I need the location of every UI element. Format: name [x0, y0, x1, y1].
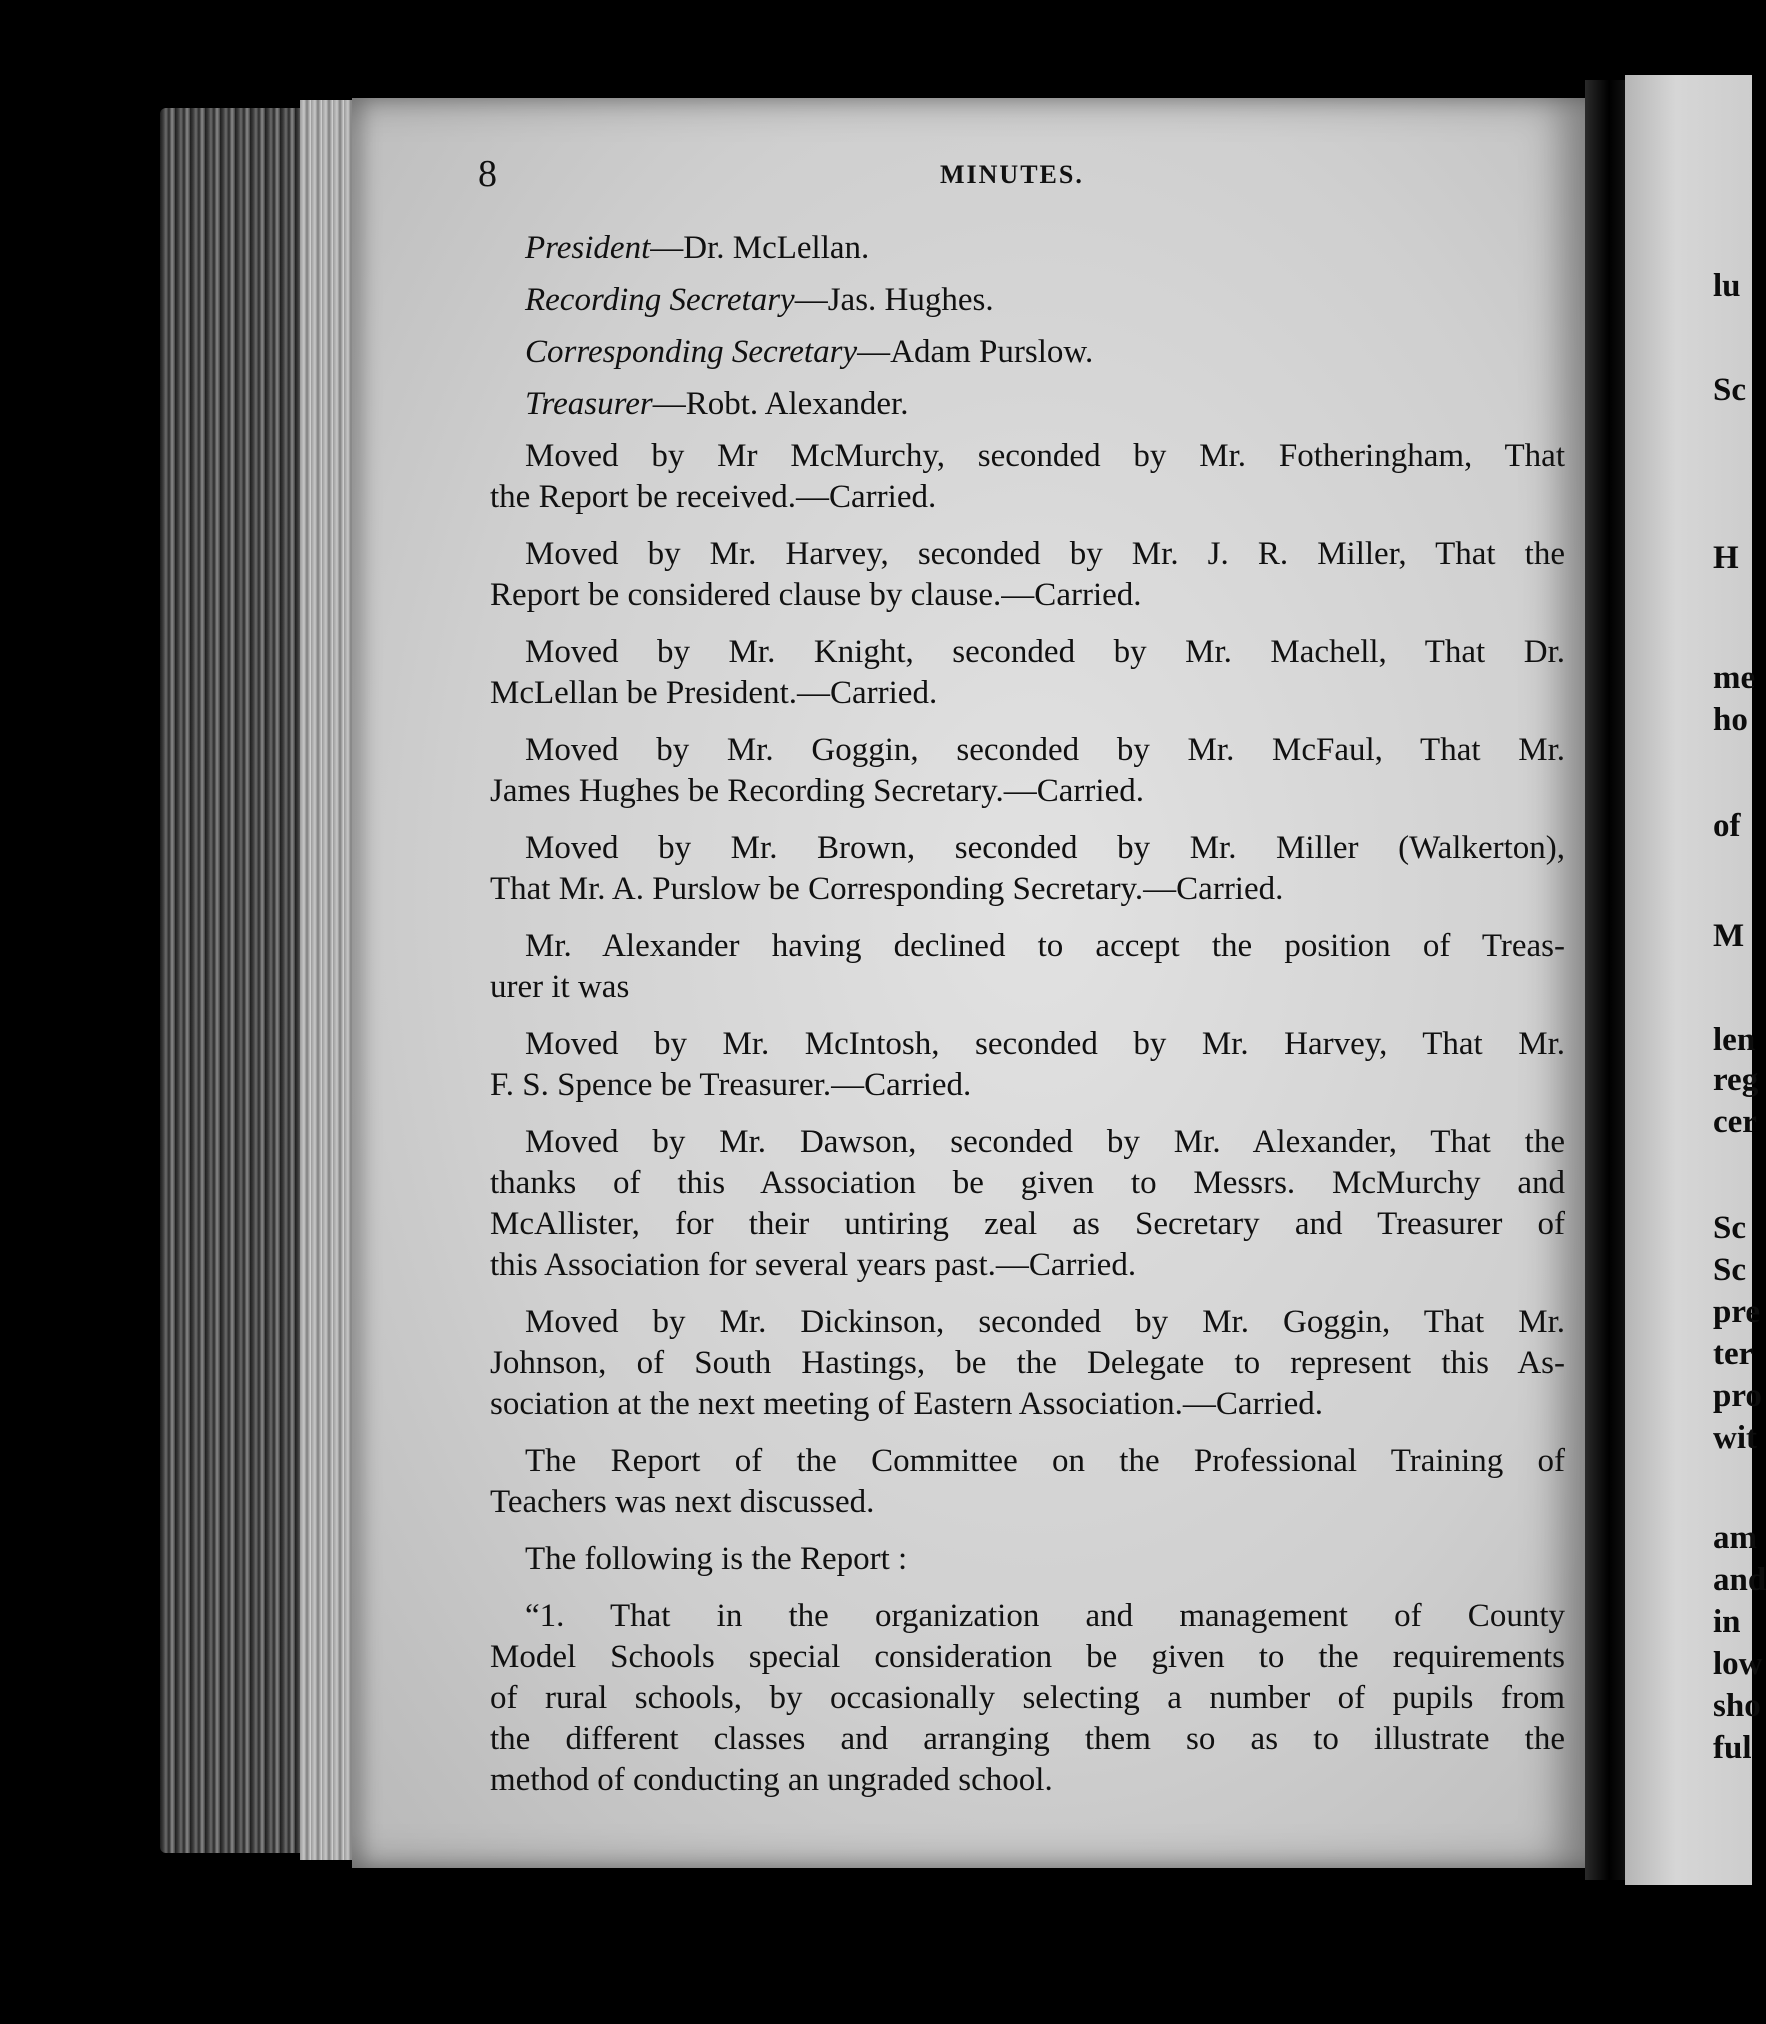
facing-page-fragment: and — [1713, 1562, 1766, 1598]
facing-page-fragment: ho — [1713, 702, 1748, 738]
text-line: James Hughes be Recording Secretary.—Carried. — [490, 773, 1144, 809]
text-line: “1. That in the organization and management of County — [525, 1598, 1565, 1634]
page-number: 8 — [478, 153, 497, 195]
text-line: Moved by Mr. Harvey, seconded by Mr. J. R. Miller, That the — [525, 536, 1565, 572]
text-line: Teachers was next discussed. — [490, 1484, 875, 1520]
minutes-paragraph — [490, 828, 1565, 910]
facing-page-fragment: pro — [1713, 1378, 1762, 1414]
officer-line — [490, 280, 1565, 321]
facing-page-fragment: Sc — [1713, 372, 1746, 408]
text-line: Moved by Mr. Dickinson, seconded by Mr. Goggin, That Mr. — [525, 1304, 1565, 1340]
minutes-paragraph — [490, 1539, 1565, 1580]
officer-role: Corresponding Secretary — [525, 334, 858, 370]
officer-role: President — [525, 230, 651, 266]
officer-role: Recording Secretary — [525, 282, 795, 318]
text-line: That Mr. A. Purslow be Corresponding Secretary.—Carried. — [490, 871, 1284, 907]
text-line: Johnson, of South Hastings, be the Delegate to represent this As- — [490, 1345, 1565, 1381]
minutes-paragraph — [490, 730, 1565, 812]
minutes-paragraph — [490, 632, 1565, 714]
facing-page-fragment: Sc — [1713, 1210, 1746, 1246]
text-line: Moved by Mr. McIntosh, seconded by Mr. Harvey, That Mr. — [525, 1026, 1565, 1062]
officer-name: —Jas. Hughes. — [794, 282, 994, 318]
text-line: of rural schools, by occasionally selecting a number of pupils from — [490, 1680, 1565, 1716]
minutes-paragraph — [490, 1024, 1565, 1106]
facing-page-fragment: of — [1713, 808, 1741, 844]
officer-line — [490, 384, 1565, 425]
minutes-paragraphs — [490, 436, 1565, 1801]
facing-page-fragment: cer — [1713, 1104, 1757, 1140]
facing-page-fragment: lu — [1713, 268, 1741, 304]
text-line: Mr. Alexander having declined to accept the position of Treas- — [525, 928, 1565, 964]
page-body — [490, 228, 1565, 1817]
text-line: the different classes and arranging them so as to illustrate the — [490, 1721, 1565, 1757]
text-line: Moved by Mr. Brown, seconded by Mr. Miller (Walkerton), — [525, 830, 1565, 866]
officer-role: Treasurer — [525, 386, 653, 422]
facing-page-fragment: Sc — [1713, 1252, 1746, 1288]
minutes-paragraph — [490, 436, 1565, 518]
text-line: McAllister, for their untiring zeal as Secretary and Treasurer of — [490, 1206, 1565, 1242]
facing-page-fragment: sho — [1713, 1688, 1761, 1724]
facing-page-fragment: pre — [1713, 1294, 1761, 1330]
book-page-edges-light — [300, 100, 360, 1860]
officer-list — [490, 228, 1565, 425]
officer-name: —Adam Purslow. — [857, 334, 1094, 370]
facing-page-fragment: in — [1713, 1604, 1741, 1640]
officer-line — [490, 332, 1565, 373]
text-line: thanks of this Association be given to Messrs. McMurchy and — [490, 1165, 1565, 1201]
text-line: Model Schools special consideration be given to the requirements — [490, 1639, 1565, 1675]
minutes-paragraph — [490, 1441, 1565, 1523]
facing-page-fragment: wit — [1713, 1420, 1757, 1456]
text-line: Report be considered clause by clause.—Carried. — [490, 577, 1142, 613]
officer-line — [490, 228, 1565, 269]
text-line: this Association for several years past.—Carried. — [490, 1247, 1137, 1283]
text-line: sociation at the next meeting of Eastern Association.—Carried. — [490, 1386, 1324, 1422]
text-line: The following is the Report : — [525, 1541, 908, 1577]
facing-page-fragment: reg — [1713, 1062, 1759, 1098]
officer-name: —Dr. McLellan. — [650, 230, 870, 266]
text-line: the Report be received.—Carried. — [490, 479, 937, 515]
facing-page-fragment: ful — [1713, 1730, 1752, 1766]
text-line: method of conducting an ungraded school. — [490, 1762, 1053, 1798]
minutes-paragraph — [490, 534, 1565, 616]
running-head: MINUTES. — [940, 160, 1084, 189]
text-line: Moved by Mr. Dawson, seconded by Mr. Alexander, That the — [525, 1124, 1565, 1160]
minutes-paragraph — [490, 926, 1565, 1008]
facing-page-fragment: len — [1713, 1022, 1756, 1058]
facing-page-fragment: H — [1713, 540, 1739, 576]
text-line: Moved by Mr. Knight, seconded by Mr. Machell, That Dr. — [525, 634, 1565, 670]
text-line: Moved by Mr McMurchy, seconded by Mr. Fotheringham, That — [525, 438, 1565, 474]
facing-page-fragment: am — [1713, 1520, 1757, 1556]
text-line: McLellan be President.—Carried. — [490, 675, 938, 711]
officer-name: —Robt. Alexander. — [652, 386, 909, 422]
book-gutter — [1585, 80, 1625, 1880]
minutes-paragraph — [490, 1122, 1565, 1286]
facing-page-fragment: ter — [1713, 1336, 1754, 1372]
text-line: F. S. Spence be Treasurer.—Carried. — [490, 1067, 972, 1103]
minutes-paragraph — [490, 1302, 1565, 1425]
text-line: The Report of the Committee on the Professional Training of — [525, 1443, 1565, 1479]
facing-page-fragment: M — [1713, 918, 1745, 954]
minutes-paragraph — [490, 1596, 1565, 1801]
facing-page-fragment: low — [1713, 1646, 1763, 1682]
text-line: urer it was — [490, 969, 630, 1005]
facing-page-fragment: me — [1713, 660, 1756, 696]
text-line: Moved by Mr. Goggin, seconded by Mr. McFaul, That Mr. — [525, 732, 1565, 768]
